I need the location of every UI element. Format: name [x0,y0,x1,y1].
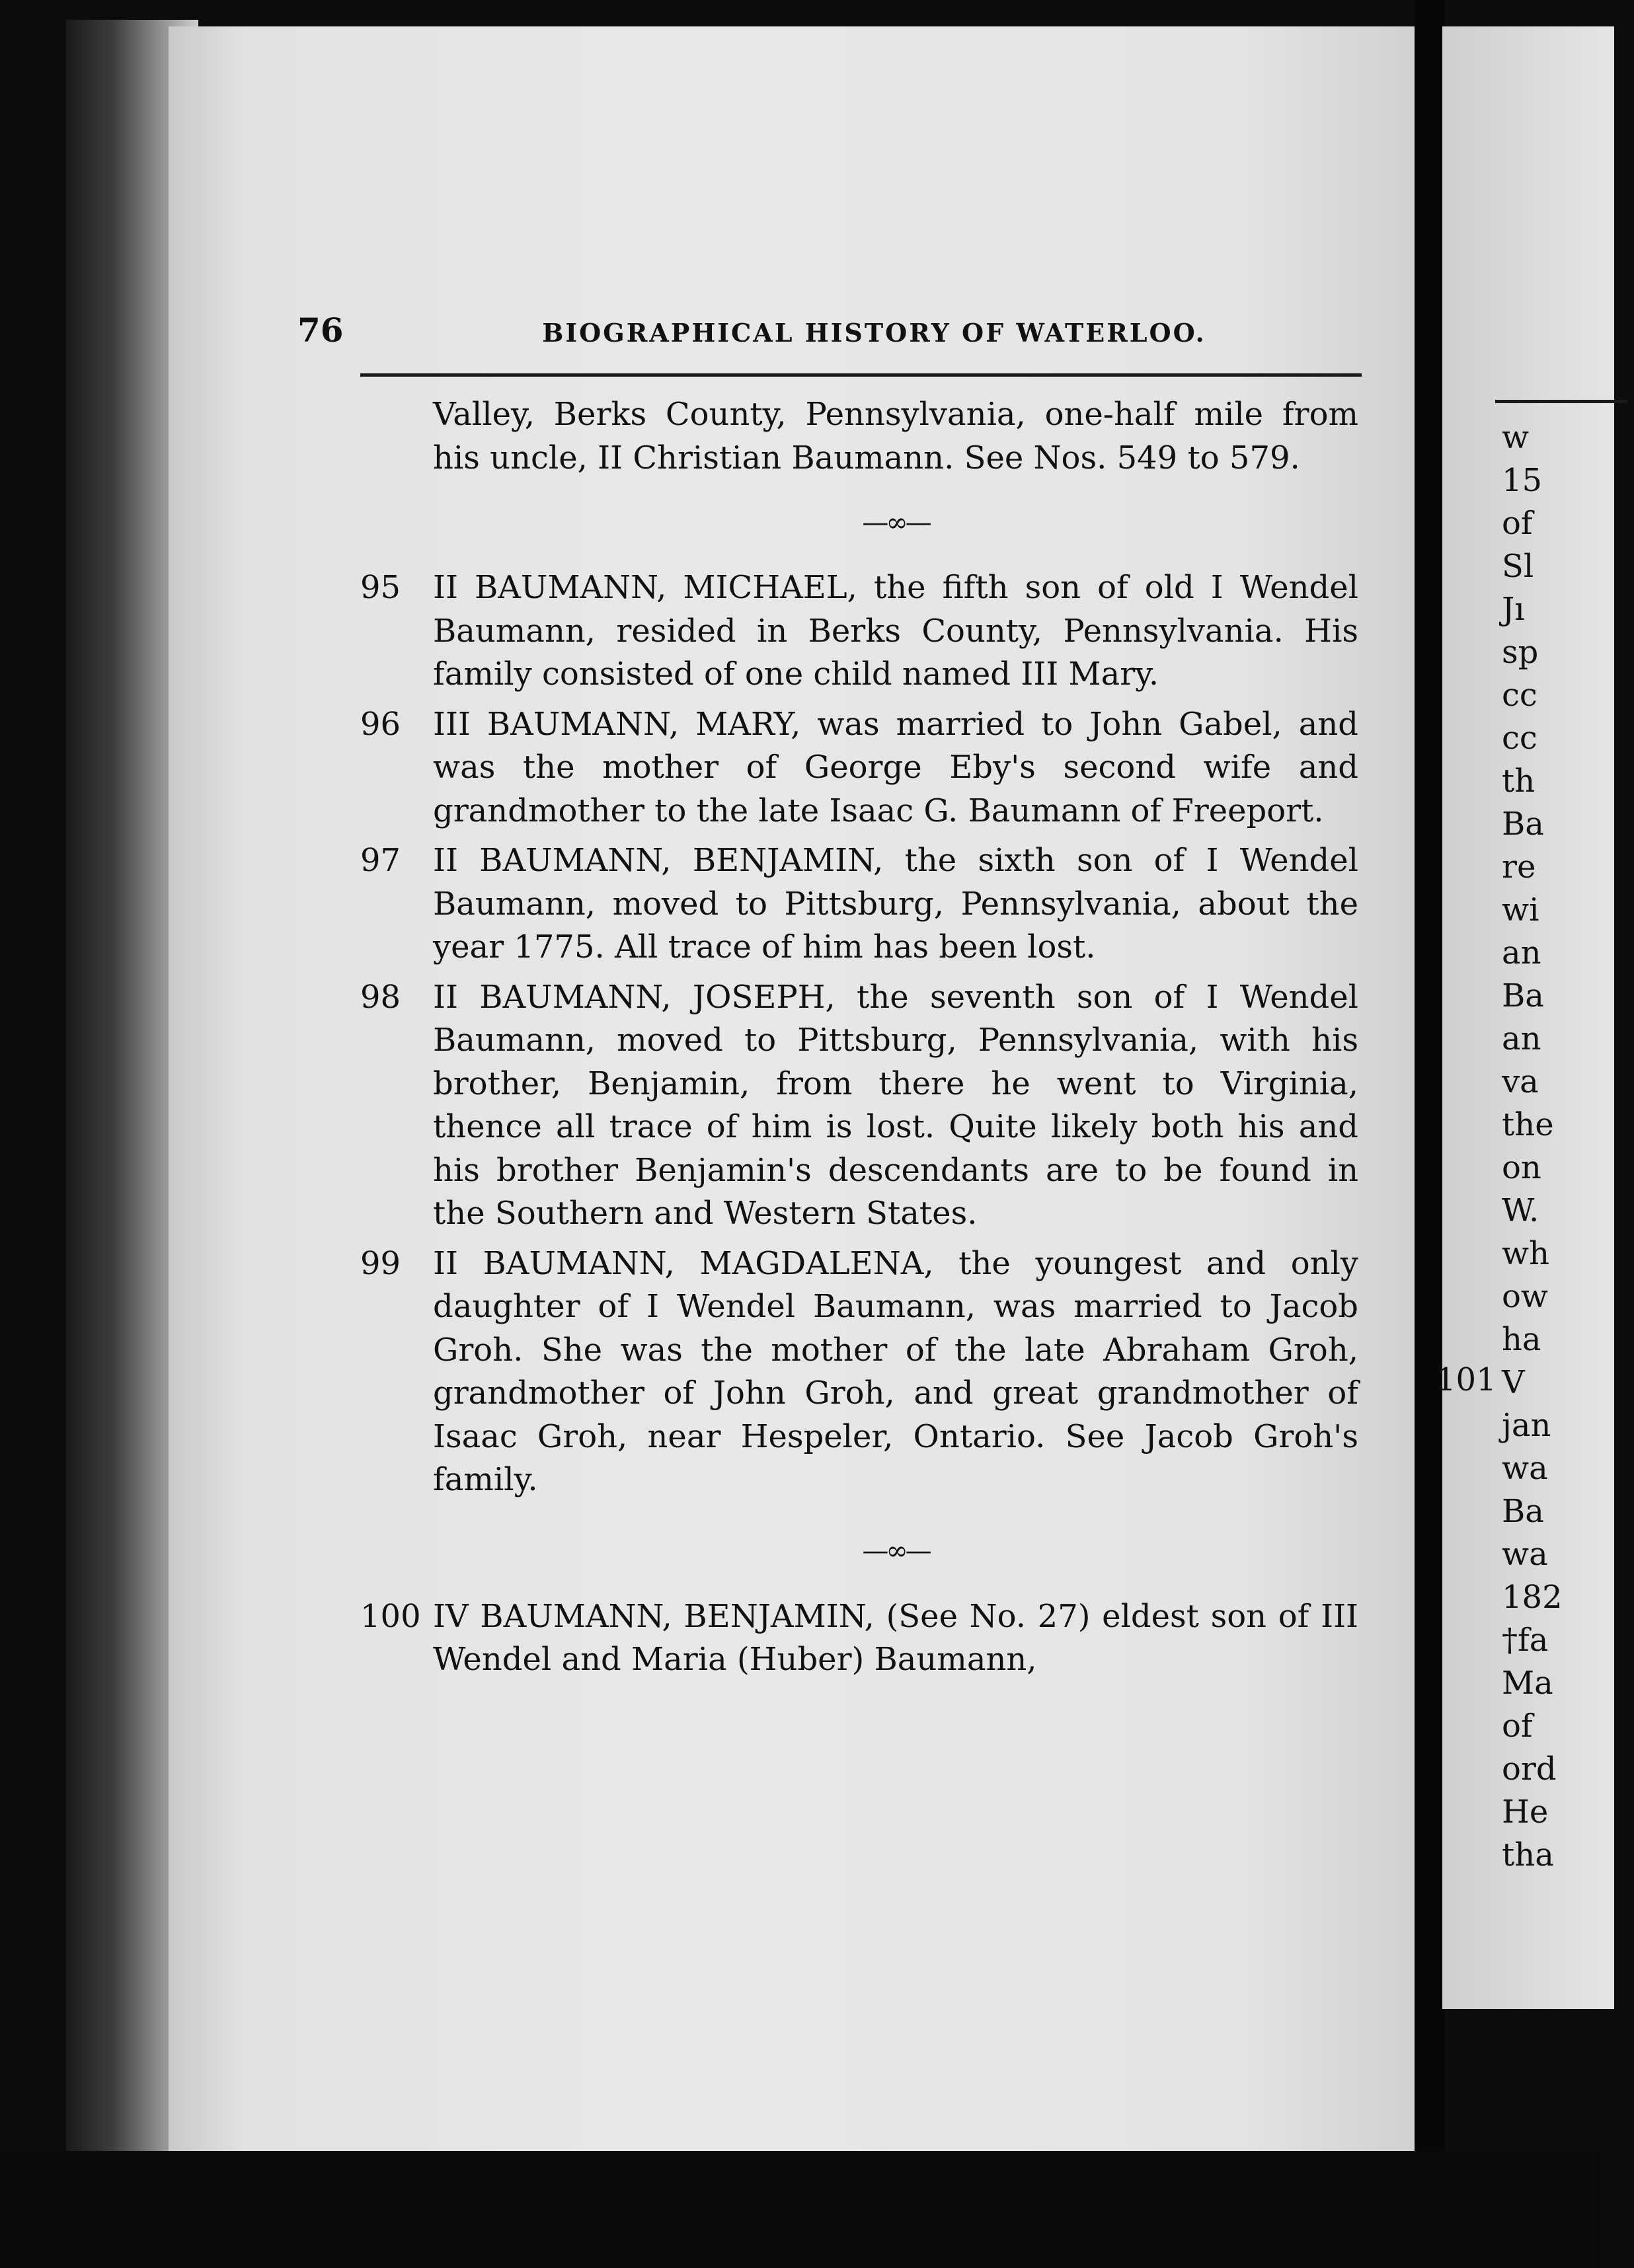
facing-page-line: 15 [1502,462,1543,499]
entry-99 [360,1242,1358,1502]
entry-number: 100 [360,1597,421,1635]
facing-page-line: V [1502,1364,1525,1401]
facing-page-line: Ma [1502,1665,1553,1702]
entry-text: II BAUMANN, MICHAEL, the fifth son of old I Wendel Baumann, resided in Berks County, Pennsylvania. His family consisted of one child named III Mary. [433,569,1358,693]
facing-page-line: re [1502,849,1536,886]
facing-page-line: wa [1502,1450,1548,1487]
entry-text: III BAUMANN, MARY, was married to John Gabel, and was the mother of George Eby's second wife and grandmother to the late Isaac G. Baumann of Freeport. [433,705,1358,829]
running-head-title: BIOGRAPHICAL HISTORY OF WATERLOO. [542,318,1206,348]
facing-page-line: Jı [1502,591,1525,628]
facing-page-line: Sl [1502,548,1534,585]
facing-page-line: wa [1502,1536,1548,1573]
facing-page-line: He [1502,1794,1549,1831]
entry-number: 98 [360,978,401,1016]
entry-98 [360,976,1358,1236]
facing-page-line: wi [1502,891,1539,928]
facing-page-line: of [1502,1708,1533,1745]
facing-page-line: an [1502,1020,1541,1057]
facing-page-line: sp [1502,634,1539,671]
facing-page-line: cc [1502,720,1537,757]
facing-page-entry-number: 101 [1436,1361,1497,1398]
facing-page-line: Ba [1502,977,1544,1014]
entry-100 [360,1595,1358,1682]
ornament-glyph: —∞— [862,1536,929,1567]
book-gutter [1415,0,1444,2268]
facing-page-line: ha [1502,1321,1541,1358]
continuation-paragraph: Valley, Berks County, Pennsylvania, one-half mile from his uncle, II Christian Baumann. See Nos. 549 to 579. [433,396,1358,476]
running-head [360,311,1362,350]
entry-96 [360,703,1358,833]
facing-page-line: cc [1502,677,1537,714]
entry-text: IV BAUMANN, BENJAMIN, (See No. 27) eldest son of III Wendel and Maria (Huber) Baumann, [433,1597,1358,1678]
scan-border [0,2151,1600,2268]
entry-text: II BAUMANN, MAGDALENA, the youngest and only daughter of I Wendel Baumann, was married to Jacob Groh. She was the mother of the late Abraham Groh, grandmother of John Groh, and great grandmother of Isaac Groh, near Hespeler, Ontario. See Jacob Groh's family. [433,1244,1358,1498]
entry-95 [360,566,1358,697]
facing-page-line: ow [1502,1278,1548,1315]
facing-page-line: 182 [1502,1579,1563,1616]
entry-text: II BAUMANN, BENJAMIN, the sixth son of I Wendel Baumann, moved to Pittsburg, Pennsylvania, about the year 1775. All trace of him has been lost. [433,842,1358,965]
entry-text: II BAUMANN, JOSEPH, the seventh son of I Wendel Baumann, moved to Pittsburg, Pennsylvania, with his brother, Benjamin, from there he went to Virginia, thence all trace of him is lost. Quite likely both his and his brother Benjamin's descendants are to be found in the Southern and Western States. [433,978,1358,1232]
facing-page-line: tha [1502,1836,1554,1873]
facing-page-line: †fa [1502,1622,1549,1659]
facing-page-rule [1495,400,1627,403]
facing-page-line: wh [1502,1235,1549,1272]
entry-97 [360,839,1358,969]
facing-page-line: Ba [1502,806,1544,843]
facing-page-line: an [1502,934,1541,971]
facing-page-line: the [1502,1106,1554,1143]
entry-number: 96 [360,705,401,743]
facing-page-line: Ba [1502,1493,1544,1530]
entry-number: 95 [360,569,401,606]
facing-page-line: on [1502,1149,1541,1186]
header-rule [360,373,1362,377]
facing-page [1436,26,1614,2009]
facing-page-line: of [1502,505,1533,542]
section-ornament [433,480,1358,566]
facing-page-line: jan [1502,1407,1551,1444]
facing-page-line: ord [1502,1751,1557,1788]
facing-page-text [1502,416,1634,1877]
facing-page-line: va [1502,1063,1539,1100]
facing-page-line: w [1502,419,1530,456]
facing-page-line: th [1502,763,1536,800]
section-ornament-2 [433,1509,1358,1595]
facing-page-line: W. [1502,1192,1539,1229]
ornament-glyph: —∞— [862,507,929,538]
page-body [360,393,1358,1688]
entry-number: 99 [360,1244,401,1282]
entry-number: 97 [360,842,401,879]
